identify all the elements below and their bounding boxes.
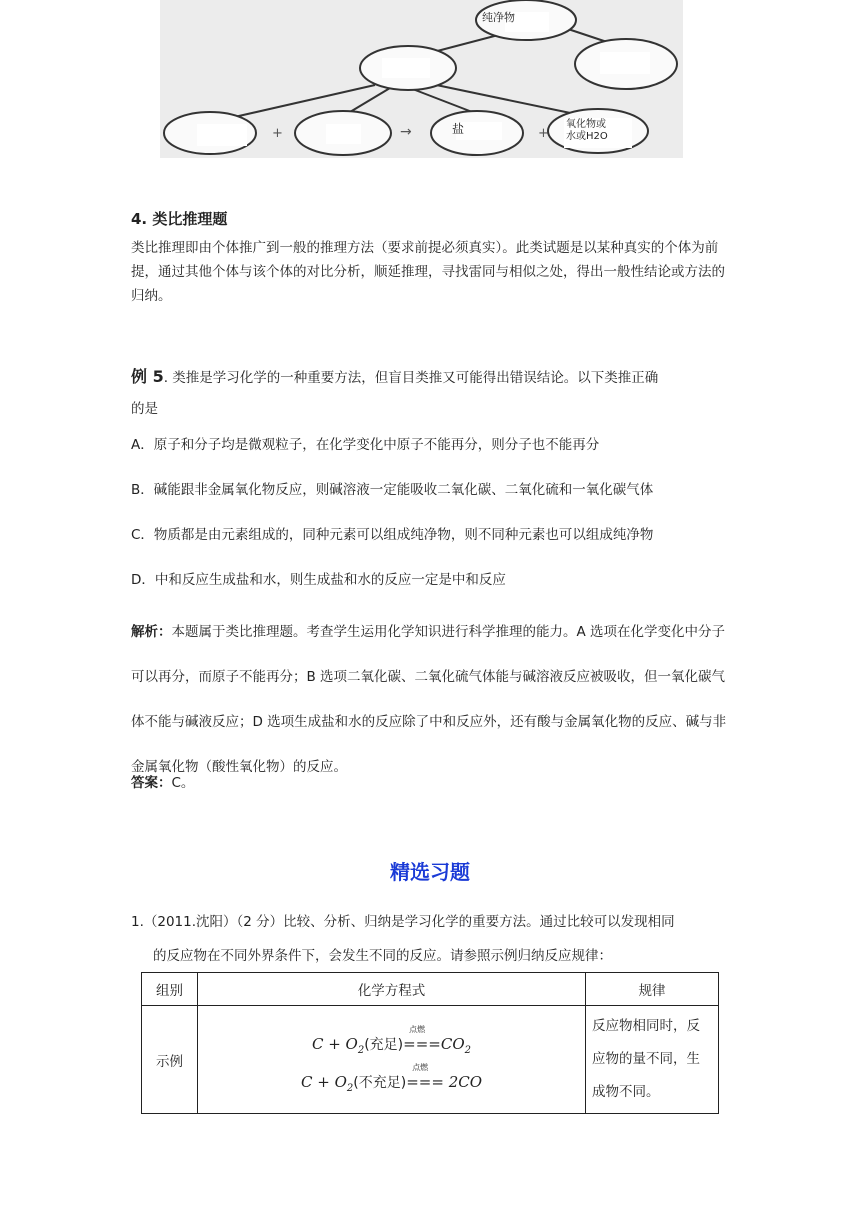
question-1-line1: 1.（2011.沈阳）（2 分）比较、分析、归纳是学习化学的重要方法。通过比较可以发现相同 [131,914,675,930]
option-a: A．原子和分子均是微观粒子，在化学变化中原子不能再分，则分子也不能再分 [131,437,600,453]
exercises-heading: 精选习题 [390,860,470,884]
plus-sign: + [538,126,549,141]
arrow-icon: → [400,124,412,140]
condition-fire: 点燃 === [403,1024,441,1053]
section-title: 4. 类比推理题 [131,210,228,228]
node-oxide-label2: 水或H2O [566,131,608,142]
example-stem [131,364,731,391]
row-label: 示例 [142,1006,198,1114]
example-stem-text: . 类推是学习化学的一种重要方法，但盲目类推又可能得出错误结论。以下类推正确 [163,370,659,386]
option-d: D．中和反应生成盐和水，则生成盐和水的反应一定是中和反应 [131,572,506,588]
analysis [131,610,731,790]
analysis-label: 解析： [131,624,172,640]
condition-fire: 点燃 === [406,1062,444,1091]
node-salt-label: 盐 [452,122,465,136]
equation-cell [198,1006,586,1114]
equation-1: $C + O_2$(充足) 点燃 $===CO_2$ [311,1024,472,1056]
answer-text: C。 [171,775,195,791]
node-oxide-label1: 氧化物或 [566,119,606,130]
rule-cell: 反应物相同时，反应物的量不同，生成物不同。 [586,1006,719,1114]
th-group: 组别 [142,973,198,1006]
th-rule: 规律 [586,973,719,1006]
option-c: C．物质都是由元素组成的，同种元素可以组成纯净物，则不同种元素也可以组成纯净物 [131,527,654,543]
reaction-table [141,972,719,1114]
example-label: 例 5 [131,367,164,386]
example-stem-cont: 的是 [131,401,158,417]
plus-sign: + [272,126,283,141]
node-pure-label: 纯净物 [482,11,515,24]
question-1-line2: 的反应物在不同外界条件下，会发生不同的反应。请参照示例归纳反应规律： [153,948,612,964]
th-equation: 化学方程式 [198,973,586,1006]
classification-diagram [160,0,683,158]
equation-2: $C + O_2$(不充足) 点燃 === 2CO [300,1062,483,1094]
option-b: B．碱能跟非金属氧化物反应，则碱溶液一定能吸收二氧化碳、二氧化硫和一氧化碳气体 [131,482,654,498]
section-body: 类比推理即由个体推广到一般的推理方法（要求前提必须真实）。此类试题是以某种真实的个体为前提，通过其他个体与该个体的对比分析，顺延推理，寻找雷同与相似之处，得出一般性结论或方法的归纳。 [131,240,725,304]
analysis-text: 本题属于类比推理题。考查学生运用化学知识进行科学推理的能力。A 选项在化学变化中分子可以再分，而原子不能再分；B 选项二氧化碳、二氧化硫气体能与碱溶液反应被吸收，但一氧化碳气体不能与碱液反应；D 选项生成盐和水的反应除了中和反应外，还有酸与金属氧化物的反应、碱与非金属氧化物（酸性氧化物）的反应。 [131,624,727,775]
answer-label: 答案： [131,775,172,791]
answer [131,771,194,791]
